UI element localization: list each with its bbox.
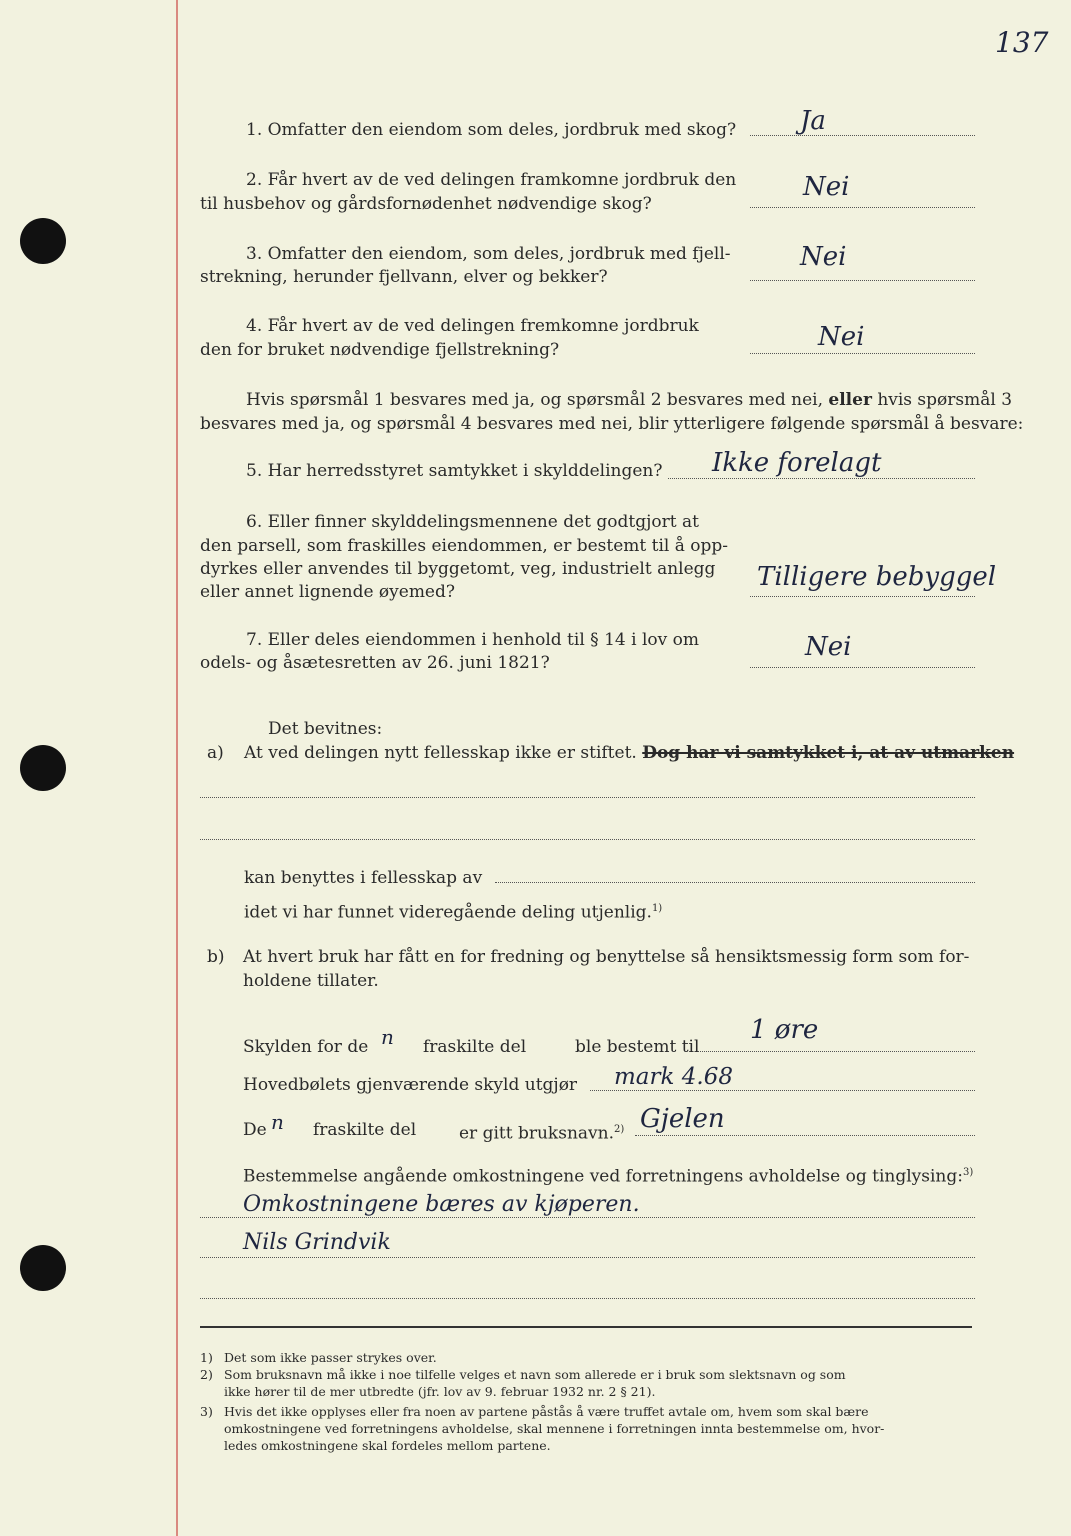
page-number: 137 xyxy=(995,26,1049,59)
question-5-text: 5. Har herredsstyret samtykket i skylddelingen? xyxy=(246,461,663,481)
blank-line xyxy=(200,1298,975,1299)
footnote-text: ledes omkostningene skal fordeles mellom partene. xyxy=(224,1438,551,1453)
skyld-line-3: De xyxy=(243,1120,267,1140)
question-3-text: strekning, herunder fjellvann, elver og bekker? xyxy=(200,267,608,287)
footnote-text: ikke hører til de mer utbredte (jfr. lov av 9. februar 1932 nr. 2 § 21). xyxy=(224,1384,656,1399)
blank-line xyxy=(200,797,975,798)
condition-text: Hvis spørsmål 1 besvares med ja, og spørsmål 2 besvares med nei, eller hvis spørsmål 3 xyxy=(246,390,1013,410)
skyld-line-3: er gitt bruksnavn.$^{2)}$ xyxy=(459,1123,625,1144)
answer-line xyxy=(700,1051,975,1052)
footnote-text: Det som ikke passer strykes over. xyxy=(224,1350,437,1365)
question-1-answer: Ja xyxy=(800,106,826,136)
answer-line xyxy=(200,1217,975,1218)
skyld-answer: 1 øre xyxy=(750,1015,819,1045)
answer-line xyxy=(750,207,975,208)
skyld-line-1: Skylden for de xyxy=(243,1037,369,1057)
kan-text: kan benyttes i fellesskap av xyxy=(244,868,483,888)
question-2-answer: Nei xyxy=(803,172,850,202)
answer-line xyxy=(750,596,975,597)
answer-line xyxy=(750,135,975,136)
idet-text: idet vi har funnet videregående deling utjenlig.$^{1)}$ xyxy=(244,902,663,923)
answer-line xyxy=(668,478,975,479)
bevitnes-title: Det bevitnes: xyxy=(268,719,383,739)
item-b-label: b) xyxy=(207,947,225,967)
question-1-text: 1. Omfatter den eiendom som deles, jordbruk med skog? xyxy=(246,120,737,140)
answer-line xyxy=(750,667,975,668)
punch-hole xyxy=(20,1245,66,1291)
omkostninger-answer: Omkostningene bæres av kjøperen. xyxy=(243,1192,640,1217)
item-b-text: At hvert bruk har fått en for fredning og benyttelse så hensiktsmessig form som for- xyxy=(243,947,970,967)
question-7-answer: Nei xyxy=(805,632,852,662)
question-3-answer: Nei xyxy=(800,242,847,272)
punch-hole xyxy=(20,218,66,264)
punch-hole xyxy=(20,745,66,791)
item-a-label: a) xyxy=(207,743,224,763)
question-7-text: odels- og åsætesretten av 26. juni 1821? xyxy=(200,653,550,673)
question-5-answer: Ikke forelagt xyxy=(712,448,882,478)
footnote-text: Som bruksnavn må ikke i noe tilfelle velges et navn som allerede er i bruk som slektsnavn og som xyxy=(224,1367,846,1382)
question-4-text: den for bruket nødvendige fjellstrekning? xyxy=(200,340,560,360)
skyld-line-4: Bestemmelse angående omkostningene ved forretningens avholdelse og tinglysing:$^{3)}$ xyxy=(243,1166,974,1187)
footnote-rule xyxy=(200,1326,972,1328)
skyld-line-3: fraskilte del xyxy=(313,1120,417,1140)
footnote-text: omkostningene ved forretningens avholdelse, skal mennene i forretningen innta bestemmelse om, hvor- xyxy=(224,1421,885,1436)
bruksnavn-answer: Gjelen xyxy=(640,1104,725,1134)
item-a-text: At ved delingen nytt fellesskap ikke er stiftet. Dog har vi samtykket i, at av utmarken xyxy=(244,743,1015,763)
skyld-line-1-hw: n xyxy=(381,1025,394,1049)
answer-line xyxy=(635,1135,975,1136)
item-b-text: holdene tillater. xyxy=(243,971,379,991)
skyld-line-3-hw: n xyxy=(271,1110,284,1134)
blank-line xyxy=(200,839,975,840)
margin-line xyxy=(176,0,178,1536)
answer-line xyxy=(200,1257,975,1258)
question-2-text: 2. Får hvert av de ved delingen framkomne jordbruk den xyxy=(246,170,737,190)
question-4-answer: Nei xyxy=(818,322,865,352)
question-2-text: til husbehov og gårdsfornødenhet nødvendige skog? xyxy=(200,194,652,214)
question-6-text: dyrkes eller anvendes til byggetomt, veg, industrielt anlegg xyxy=(200,559,716,579)
struck-text: Dog har vi samtykket i, at av utmarken xyxy=(642,743,1015,763)
blank-line xyxy=(495,882,975,883)
footnote-mark: 1) xyxy=(200,1350,213,1365)
footnote-text: Hvis det ikke opplyses eller fra noen av partene påstås å være truffet avtale om, hvem som skal bære xyxy=(224,1404,869,1419)
answer-line xyxy=(750,280,975,281)
condition-text: besvares med ja, og spørsmål 4 besvares med nei, blir ytterligere følgende spørsmål å besvare: xyxy=(200,414,1024,434)
question-7-text: 7. Eller deles eiendommen i henhold til § 14 i lov om xyxy=(246,630,699,650)
signature-text: Nils Grindvik xyxy=(243,1230,391,1255)
question-6-answer: Tilligere bebyggel xyxy=(757,562,997,592)
question-4-text: 4. Får hvert av de ved delingen fremkomne jordbruk xyxy=(246,316,699,336)
skyld-line-1: fraskilte del xyxy=(423,1037,527,1057)
answer-line xyxy=(750,353,975,354)
footnote-mark: 3) xyxy=(200,1404,213,1419)
question-6-text: den parsell, som fraskilles eiendommen, er bestemt til å opp- xyxy=(200,536,729,556)
skyld-line-2: Hovedbølets gjenværende skyld utgjør xyxy=(243,1075,578,1095)
question-3-text: 3. Omfatter den eiendom, som deles, jordbruk med fjell- xyxy=(246,244,731,264)
hovedbol-answer: mark 4.68 xyxy=(614,1064,733,1090)
question-6-text: 6. Eller finner skylddelingsmennene det godtgjort at xyxy=(246,512,699,532)
skyld-line-1: ble bestemt til xyxy=(575,1037,700,1057)
question-6-text: eller annet lignende øyemed? xyxy=(200,582,455,602)
footnote-mark: 2) xyxy=(200,1367,213,1382)
